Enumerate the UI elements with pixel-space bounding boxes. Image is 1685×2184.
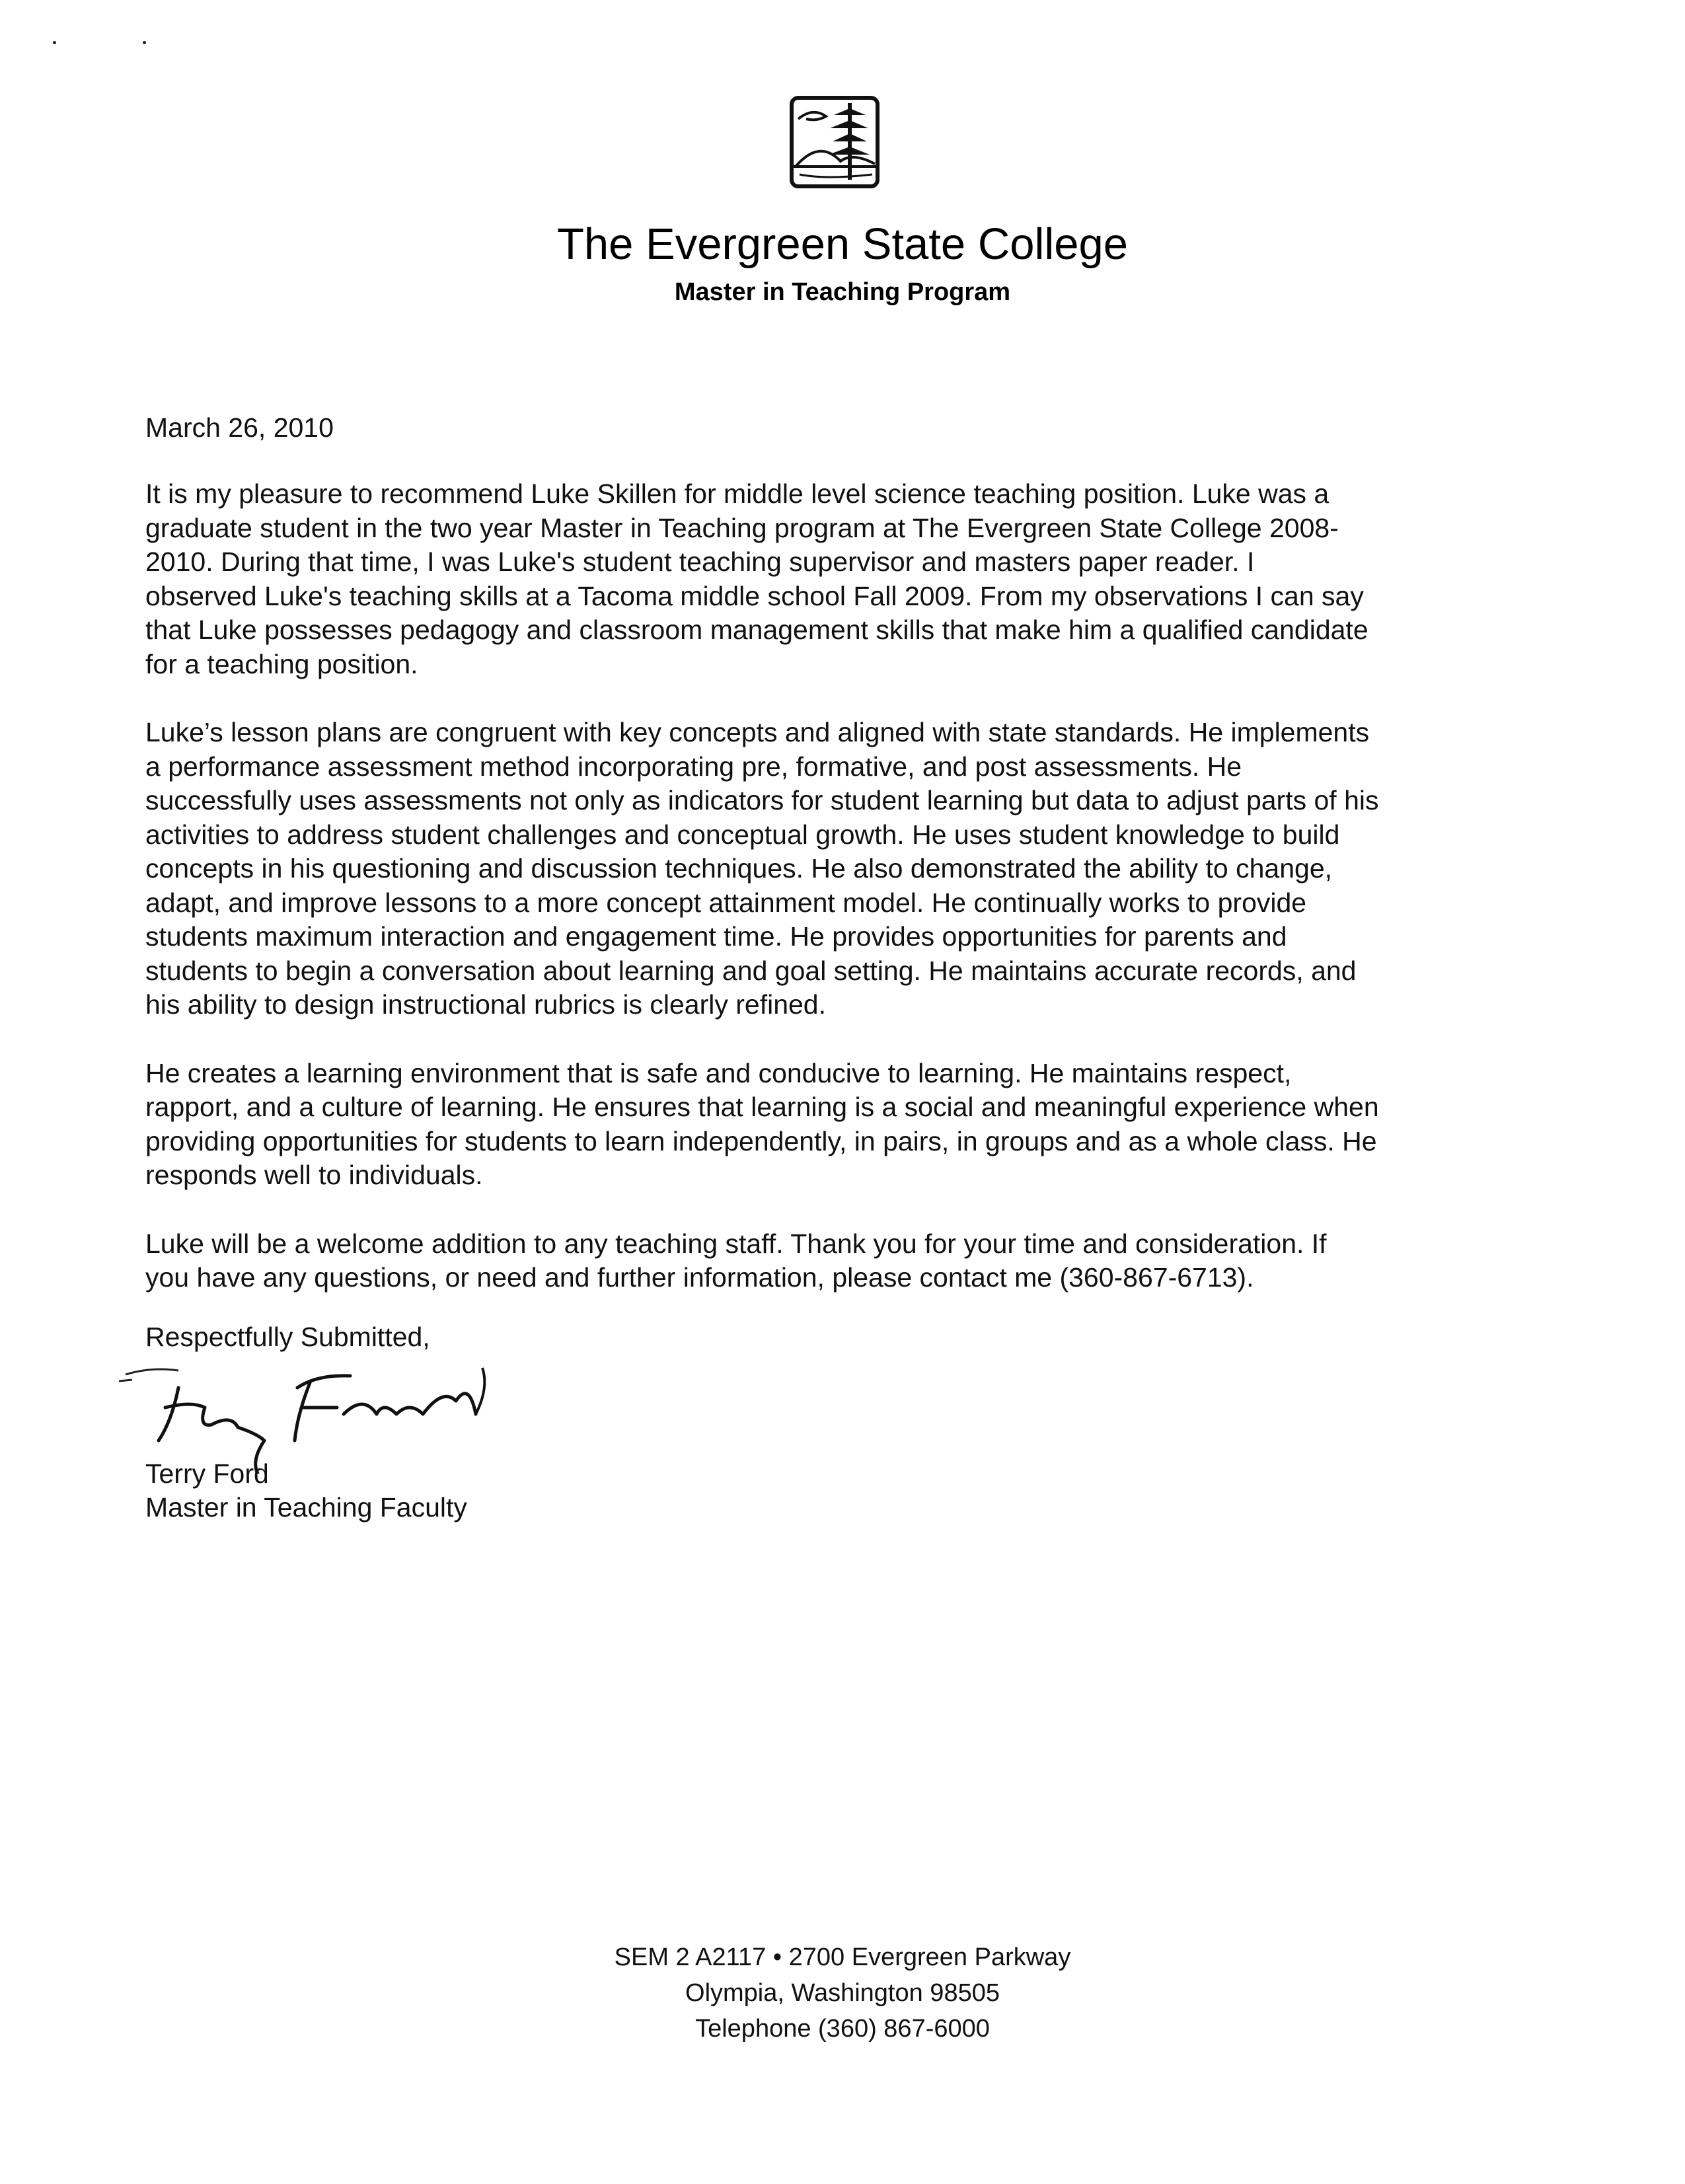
signer-title: Master in Teaching Faculty [145,1492,467,1523]
letter-body [145,477,1559,1330]
closing-line: Respectfully Submitted, [145,1322,430,1352]
body-paragraph: Luke will be a welcome addition to any teaching staff. Thank you for your time and consideration. If you have any questions, or need and further information, please contact me (360-867-6713). [145,1228,1327,1293]
body-paragraph: Luke’s lesson plans are congruent with key concepts and aligned with state standards. He implements a performance assessment method incorporating pre, formative, and post assessments. He successfully uses assessments not only as indicators for student learning but data to adjust parts of his activities to address student challenges and conceptual growth. He uses student knowledge to build concepts in his questioning and discussion techniques. He also demonstrated the ability to change, adapt, and improve lessons to a more concept attainment model. He continually works to provide students maximum interaction and engagement time. He provides opportunities for parents and students to begin a conversation about learning and goal setting. He maintains accurate records, and his ability to design instructional rubrics is clearly refined. [145,717,1379,1020]
scan-speck [53,41,56,44]
scan-speck [143,41,146,44]
footer-telephone: Telephone (360) 867-6000 [695,2015,990,2043]
program-name: Master in Teaching Program [674,278,1011,306]
footer-address-line: Olympia, Washington 98505 [685,1979,1000,2007]
body-paragraph: It is my pleasure to recommend Luke Skillen for middle level science teaching position. Luke was a graduate student in the two year Master in Teaching program at The Evergreen State College 2008- 2010. During that time, I was Luke's student teaching supervisor and masters paper reader. I observed Luke's teaching skills at a Tacoma middle school Fall 2009. From my observations I can say that Luke possesses pedagogy and classroom management skills that make him a qualified candidate for a teaching position. [145,478,1368,679]
signer-name: Terry Ford [145,1458,269,1489]
footer-address-line: SEM 2 A2117 • 2700 Evergreen Parkway [614,1943,1071,1971]
footer-address [0,1939,1685,2047]
evergreen-tree-logo-icon [786,93,885,192]
college-name: The Evergreen State College [556,219,1129,269]
letter-date: March 26, 2010 [145,412,334,443]
body-paragraph: He creates a learning environment that is safe and conducive to learning. He maintains respect, rapport, and a culture of learning. He ensures that learning is a social and meaningful experience when providing opportunities for students to learn independently, in pairs, in groups and as a whole class. He responds well to individuals. [145,1057,1379,1190]
